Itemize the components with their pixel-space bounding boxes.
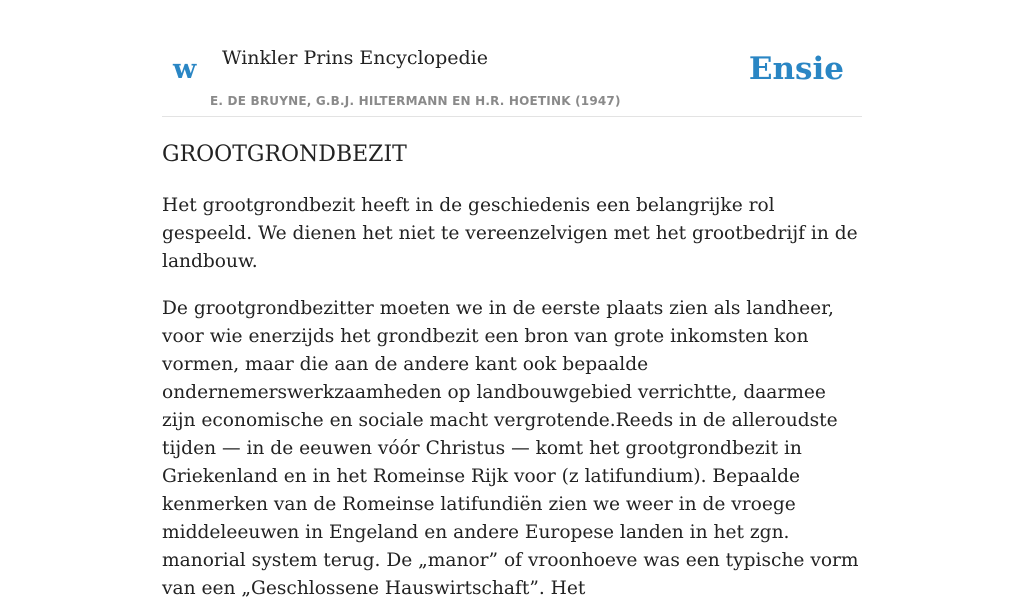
encyclopedia-authors: E. DE BRUYNE, G.B.J. HILTERMANN EN H.R. HOETINK (1947) xyxy=(210,94,621,108)
winkler-prins-logo[interactable]: w xyxy=(173,54,197,85)
ensie-logo[interactable]: Ensie xyxy=(748,51,844,87)
article xyxy=(162,138,862,603)
encyclopedia-title[interactable]: Winkler Prins Encyclopedie xyxy=(222,47,488,69)
article-paragraph: Het grootgrondbezit heeft in de geschiedenis een belangrijke rol gespeeld. We dienen het niet te vereenzelvigen met het grootbedrijf in de landbouw. xyxy=(162,195,858,272)
site-header xyxy=(162,0,862,117)
article-title: GROOTGRONDBEZIT xyxy=(162,142,407,167)
article-paragraph: De grootgrondbezitter moeten we in de eerste plaats zien als landheer, voor wie enerzijds het grondbezit een bron van grote inkomsten kon vormen, maar die aan de andere kant ook bepaalde ondernemerswerkzaamheden op landbouwgebied verrichtte, daarmee zijn economische en sociale macht vergrotende.Reeds in de alleroudste tijden — in de eeuwen vóór Christus — komt het grootgrondbezit in Griekenland en in het Romeinse Rijk voor (z latifundium). Bepaalde kenmerken van de Romeinse latifundiën zien we weer in de vroege middeleeuwen in Engeland en andere Europese landen in het zgn. manorial system terug. De „manor” of vroonhoeve was een typische vorm van een „Geschlossene Hauswirtschaft”. Het xyxy=(162,298,859,599)
